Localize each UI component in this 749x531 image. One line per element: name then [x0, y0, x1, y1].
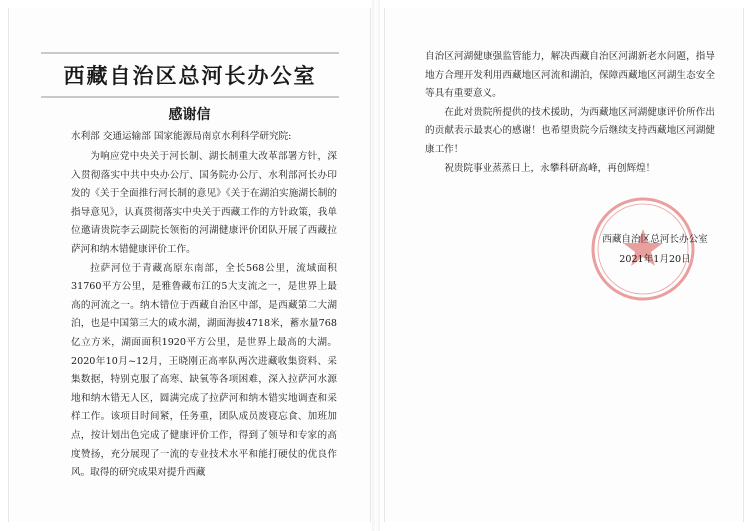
addressee: 水利部 交通运输部 国家能源局南京水利科学研究院: [71, 131, 292, 142]
paragraph: 自治区河湖健康强监管能力，解决西藏自治区河湖新老水问题，指导地方合理开发利用西藏地区河流和湖泊，保障西藏地区河湖生态安全等具有重要意义。 [425, 51, 715, 100]
left-page [8, 8, 371, 522]
signature-date: 2021年1月20日 [619, 254, 691, 265]
paragraph: 为响应党中央关于河长制、湖长制重大改革部署方针，深入贯彻落实中共中央办公厅、国务院办公厅、水利部河长办印发的《关于全面推行河长制的意见》《关于在湖泊实施湖长制的指导意见》，认真贯彻落实中央关于西藏工作的方针政策，我单位邀请贵院李云副院长领衔的河湖健康评价团队开展了西藏拉萨河和纳木错健康评价工作。 [71, 151, 337, 255]
paragraph: 拉萨河位于青藏高原东南部，全长568公里，流域面积31760平方公里，是雅鲁藏布江的5大支流之一，是世界上最高的河流之一。纳木错位于西藏自治区中部，是西藏第二大湖泊，也是中国第三大的咸水湖，湖面海拔4718米，蓄水量768亿立方米，湖面面积1920平方公里，是世界上最高的大湖。2020年10月~12月，王晓刚正高率队两次进藏收集资料、采集数据，特别克服了高寒、缺氧等各项困难，深入拉萨河水源地和纳木错无人区，圆满完成了拉萨河和纳木错实地调查和采样工作。该项目时间紧，任务重，团队成员废寝忘食、加班加点，按计划出色完成了健康评价工作，得到了领导和专家的高度赞扬，充分展现了一流的专业技术水平和能打硬仗的优良作风。取得的研究成果对提升西藏 [71, 262, 337, 479]
paragraph: 祝贵院事业蒸蒸日上，永攀科研高峰，再创辉煌！ [444, 162, 656, 174]
right-body [425, 48, 715, 178]
right-page [384, 8, 744, 522]
left-body [71, 148, 337, 483]
paragraph: 在此对贵院所提供的技术援助，为西藏地区河湖健康评价所作出的贡献表示最衷心的感谢！也希望贵院今后继续支持西藏地区河湖健康工作！ [425, 106, 715, 155]
letterhead-banner [41, 52, 339, 98]
letter-title: 感谢信 [168, 107, 211, 123]
letterhead-title: 西藏自治区总河长办公室 [63, 64, 317, 88]
signature-organization: 西藏自治区总河长办公室 [602, 234, 708, 245]
signature-block [580, 230, 730, 270]
page-gutter [372, 0, 380, 531]
